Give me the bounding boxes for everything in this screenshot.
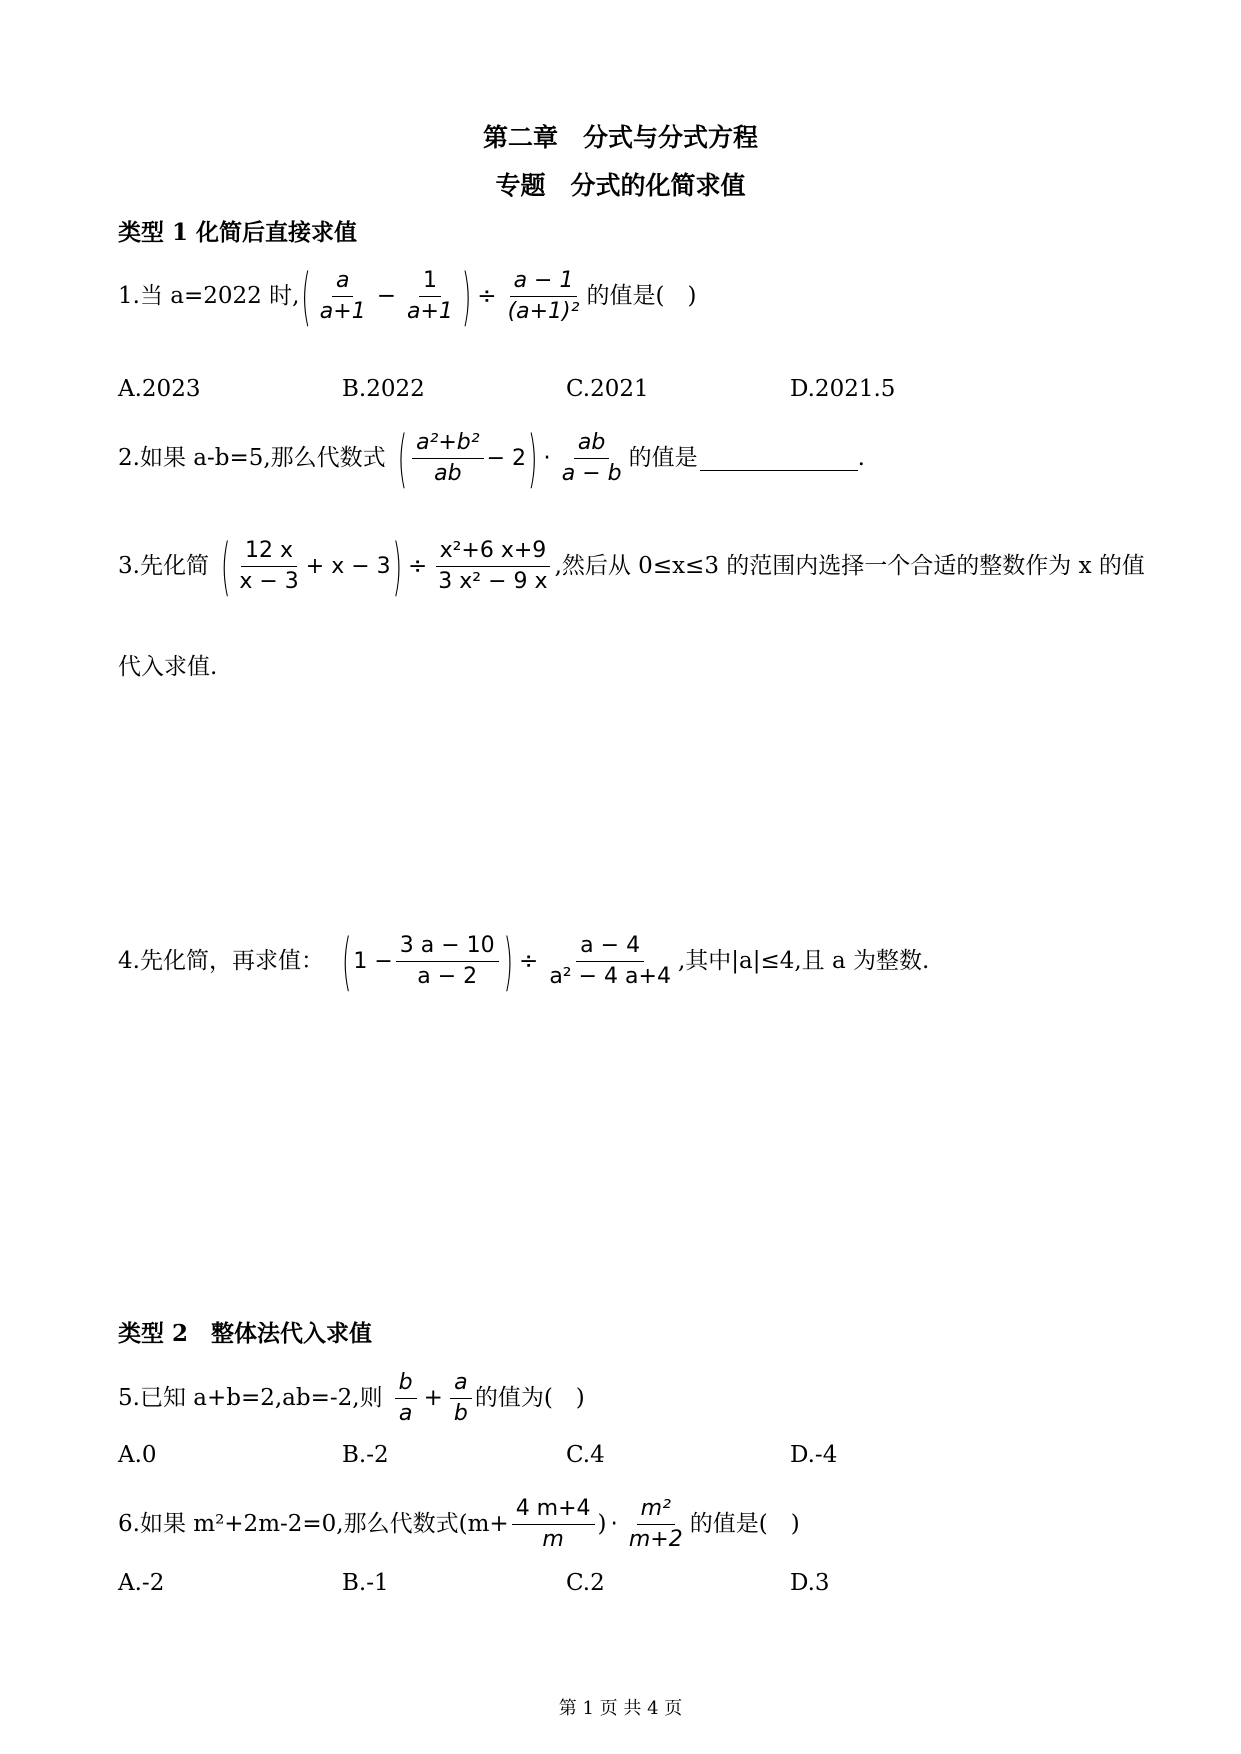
- q1-suffix: 的值是( ): [586, 283, 697, 309]
- q2-fraction-1: $\frac{\text{a²+b²}}{ab}$: [412, 432, 484, 485]
- q3-prefix: 3.先化简: [118, 553, 209, 579]
- q5-suffix: 的值为( ): [474, 1385, 585, 1411]
- q6-option-d: D.3: [790, 1570, 830, 1596]
- q1-options: [118, 376, 1014, 402]
- q6-option-c: C.2: [566, 1570, 605, 1596]
- q5-option-c: C.4: [566, 1442, 605, 1468]
- q3-fraction-2: $\frac{\text{x²+6 x+9}}{\text{3 x² − 9 x}}$: [434, 540, 551, 593]
- q1-option-d: D.2021.5: [790, 376, 896, 402]
- question-6: 6.如果 m²+2m-2=0,那么代数式(m+ $\frac{4 m+4}{m}$ ) · $\frac{\text{m²}}{m+2}$ 的值是( ): [118, 1496, 800, 1552]
- q2-fraction-2: $\frac{ab}{a - b}$: [561, 430, 622, 486]
- topic-title: 专题 分式的化简求值: [495, 171, 746, 200]
- q5-prefix: 5.已知 a+b=2,ab=-2,则: [118, 1385, 383, 1411]
- q4-fraction-2: $\frac{a - 4}{\text{a² − 4 a+4}}$: [549, 933, 671, 989]
- q1-option-a: A.2023: [118, 376, 201, 402]
- q4-fraction-1: $\frac{3 a - 10}{a - 2}$: [396, 935, 499, 988]
- q5-options: [118, 1442, 1014, 1468]
- q2-suffix: 的值是: [628, 445, 698, 471]
- q1-prefix: 1.当 a=2022 时,: [118, 283, 300, 309]
- q3-line2: 代入求值.: [118, 654, 218, 680]
- q3-suffix: ,然后从 0≤x≤3 的范围内选择一个合适的整数作为 x 的值: [554, 553, 1145, 579]
- question-2: 2.如果 a-b=5,那么代数式 ( $\frac{\text{a²+b²}}{ab}$ − 2 ) · $\frac{ab}{a - b}$ 的值是 .: [118, 422, 865, 495]
- section-type2-heading: 类型 2 整体法代入求值: [118, 1320, 373, 1347]
- q5-option-b: B.-2: [342, 1442, 389, 1468]
- chapter-title: 第二章 分式与分式方程: [482, 123, 758, 152]
- q3-fraction-1: $\frac{12 x}{x - 3}$: [239, 538, 299, 594]
- q6-options: [118, 1570, 1014, 1596]
- q6-fraction-1: $\frac{4 m+4}{m}$: [512, 1498, 595, 1551]
- q4-suffix: ,其中|a|≤4,且 a 为整数.: [677, 948, 930, 974]
- q6-fraction-2: $\frac{\text{m²}}{m+2}$: [628, 1496, 683, 1552]
- section-type1-heading: 类型 1 化简后直接求值: [118, 219, 358, 246]
- q2-answer-blank[interactable]: [700, 450, 858, 471]
- question-4: 4.先化简，再求值： ( 1 − $\frac{3 a - 10}{a - 2}$ ) ÷ $\frac{a - 4}{\text{a² − 4 a+4}}$ ,其中|a|≤4,且 a 为整数.: [118, 925, 930, 998]
- question-1: 1.当 a=2022 时, ( $\frac{a}{a+1}$ − $\frac{1}{a+1}$ ) ÷ $\frac{a - 1}{\text{(a+1)²}}$ 的值是( ): [118, 260, 697, 333]
- question-3: 3.先化简 ( $\frac{12 x}{x - 3}$ + x − 3 ) ÷ $\frac{\text{x²+6 x+9}}{\text{3 x² − 9 x}}$ ,然后从 0≤x≤3 的范围内选择一个合适的整数作为 x 的值: [118, 530, 1145, 603]
- q1-fraction-1: $\frac{a}{a+1}$: [319, 268, 366, 324]
- q5-fraction-2: $\frac{a}{b}$: [450, 1372, 472, 1425]
- q5-option-d: D.-4: [790, 1442, 838, 1468]
- q4-prefix: 4.先化简，再求值：: [118, 948, 324, 974]
- q2-prefix: 2.如果 a-b=5,那么代数式: [118, 445, 386, 471]
- q1-option-b: B.2022: [342, 376, 425, 402]
- page-footer: 第 1 页 共 4 页: [558, 1698, 683, 1719]
- q1-fraction-2: $\frac{1}{a+1}$: [406, 268, 453, 324]
- q6-option-a: A.-2: [118, 1570, 165, 1596]
- q5-option-a: A.0: [118, 1442, 157, 1468]
- q1-fraction-3: $\frac{a - 1}{\text{(a+1)²}}$: [507, 268, 580, 324]
- q5-fraction-1: $\frac{b}{a}$: [395, 1372, 417, 1425]
- q1-option-c: C.2021: [566, 376, 649, 402]
- q6-option-b: B.-1: [342, 1570, 389, 1596]
- q6-prefix: 6.如果 m²+2m-2=0,那么代数式(m+: [118, 1511, 509, 1537]
- q6-suffix: 的值是( ): [689, 1511, 800, 1537]
- question-5: 5.已知 a+b=2,ab=-2,则 $\frac{b}{a}$ + $\frac{a}{b}$ 的值为( ): [118, 1370, 585, 1426]
